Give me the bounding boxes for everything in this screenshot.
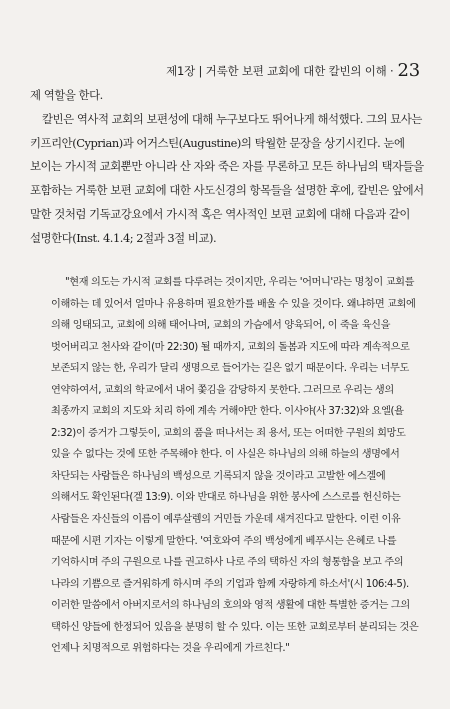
block-quote <box>51 272 424 660</box>
running-header <box>166 60 420 81</box>
chapter-title: 제1장 | 거룩한 보편 교회에 대한 칼빈의 이해 · <box>166 64 394 78</box>
page-number: 23 <box>397 60 420 81</box>
main-paragraph: 칼빈은 역사적 교회의 보편성에 대해 누구보다도 뛰어나게 해석했다. 그의 묘사는 키프리안(Cyprian)과 어거스틴(Augustine)의 탁월한 문장을 상기시킨다. 눈에 보이는 가시적 교회뿐만 아니라 산 자와 죽은 자를 무론하고 모든 하나님의 택자들을 포함하는 거룩한 보편 교회에 대한 사도신경의 항목들을 설명한 후에, 칼빈은 앞에서 말한 것처럼 기독교강요에서 가시적 혹은 역사적인 보편 교회에 대해 다음과 같이 설명한다(Inst. 4.1.4; 2절과 3절 비교). <box>30 111 424 245</box>
body-text <box>30 84 424 251</box>
continued-sentence: 제 역할을 한다. <box>30 88 103 102</box>
quote-text: "현재 의도는 가시적 교회를 다루려는 것이지만, 우리는 '어머니'라는 명칭이 교회를 이해하는 데 있어서 얼마나 유용하며 필요한가를 배울 수 있을 것이다. 왜냐하면 교회에 의해 잉태되고, 교회에 의해 태어나며, 교회의 가슴에서 양육되어, 이 죽을 육신을 벗어버리고 천사와 같이(마 22:30) 될 때까지, 교회의 돌봄과 지도에 따라 계속적으로 보존되지 않는 한, 우리가 달리 생명으로 들어가는 길은 없기 때문이다. 우리는 너무도 연약하여서, 교회의 학교에서 내어 쫓김을 감당하지 못한다. 그러므로 우리는 생의 최종까지 교회의 지도와 치리 하에 계속 거해야만 한다. 이사야(사 37:32)와 요엘(욜 2:32)이 증거가 그렇듯이, 교회의 품을 떠나서는 죄 용서, 또는 어떠한 구원의 희망도 있을 수 없다는 것에 또한 주목해야 한다. 이 사실은 하나님의 의해 하늘의 생명에서 차단되는 사람들은 하나님의 백성으로 기록되지 않을 것이라고 고발한 에스겔에 의해서도 확인된다(겔 13:9). 이와 반대로 하나님을 위한 봉사에 스스로를 헌신하는 사람들은 자신들의 이름이 예루살렘의 거민들 가운데 새겨진다고 말한다. 이런 이유 때문에 시편 기자는 이렇게 말한다. '여호와여 주의 백성에게 베푸시는 은혜로 나를 기억하시며 주의 구원으로 나를 권고하사 나로 주의 택하신 자의 형통함을 보고 주의 나라의 기쁨으로 즐거워하게 하시며 주의 기업과 함께 자랑하게 하소서'(시 106:4-5). 이러한 말씀에서 아버지로서의 하나님의 호의와 영적 생활에 대한 특별한 증거는 그의 택하신 양들에 한정되어 있음을 분명히 할 수 있다. 이는 또한 교회로부터 분리되는 것은 언제나 치명적으로 위험하다는 것을 우리에게 가르친다." <box>51 277 419 655</box>
